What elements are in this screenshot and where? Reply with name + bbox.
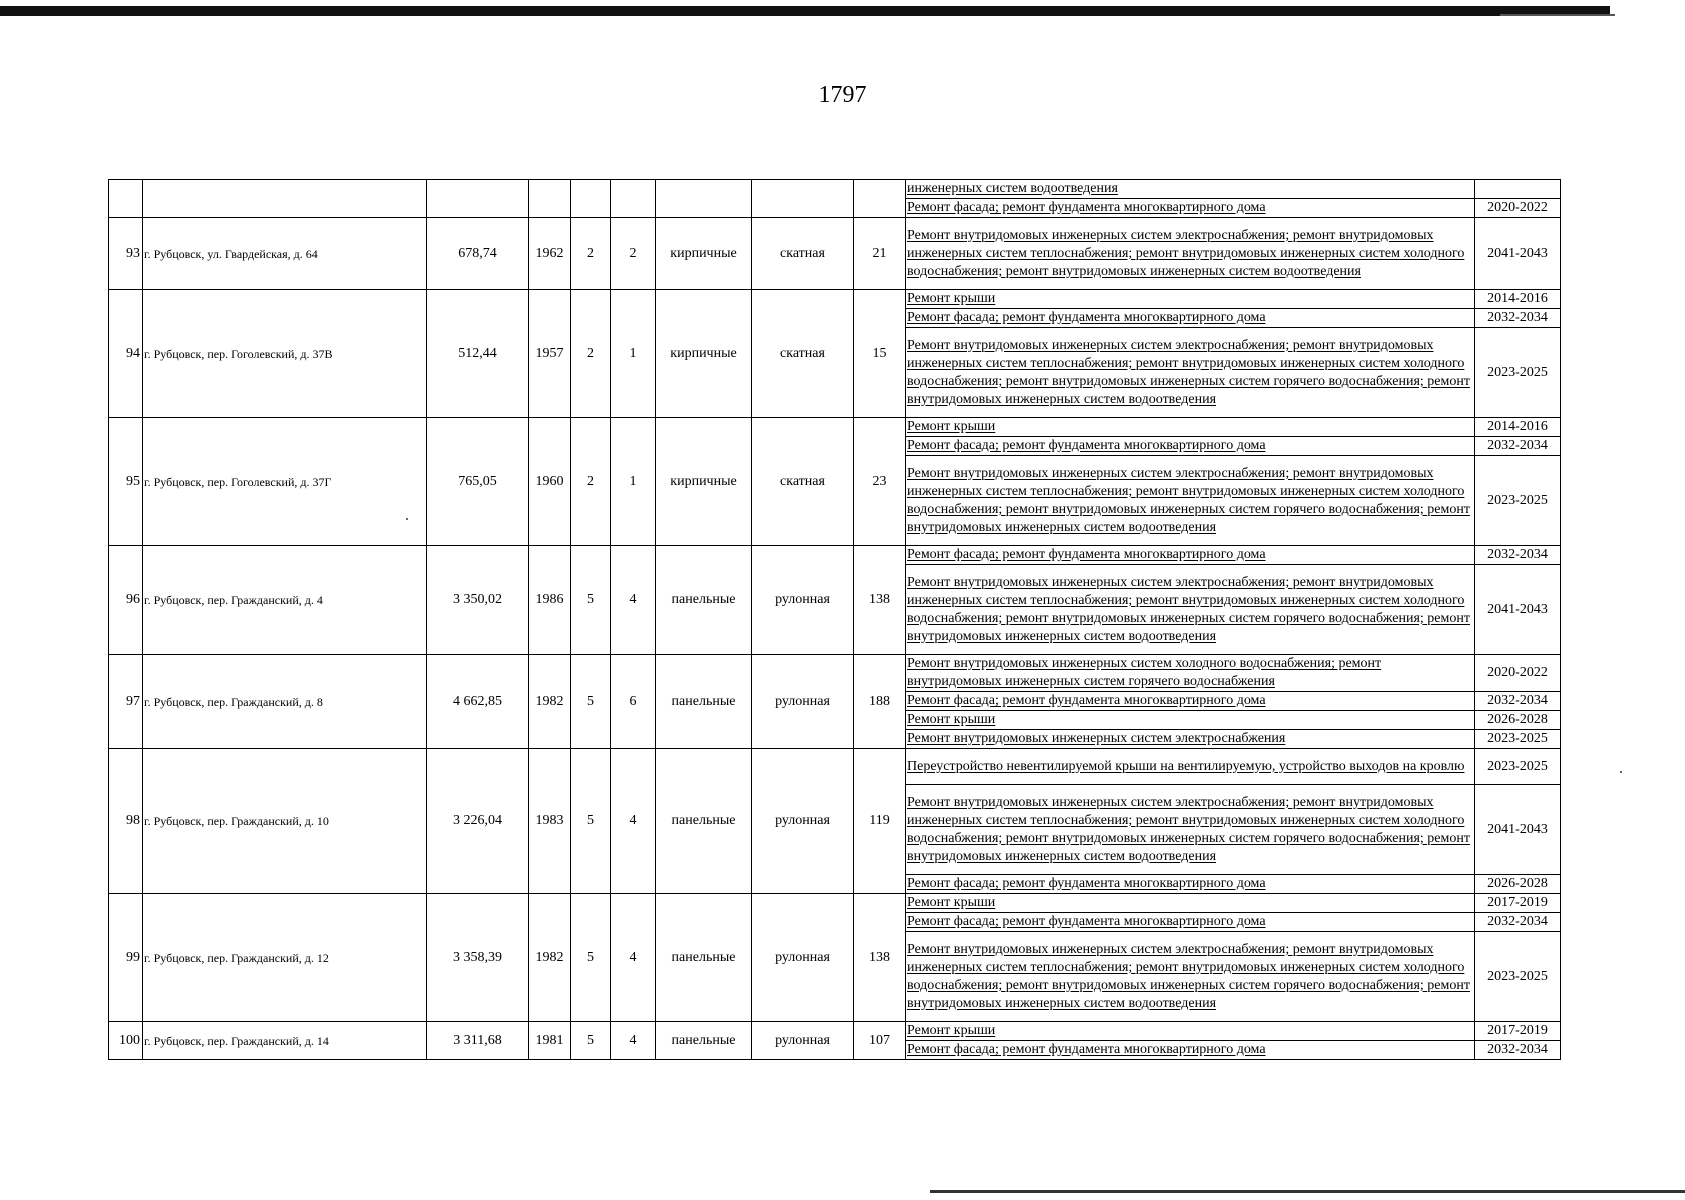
- work-period: 2032-2034: [1475, 309, 1561, 328]
- work-period: 2023-2025: [1475, 932, 1561, 1022]
- floor-count: 5: [571, 546, 611, 655]
- table-row: [109, 894, 1561, 913]
- roof-type: рулонная: [752, 1022, 854, 1060]
- scan-speck: [406, 518, 408, 520]
- work-period: 2041-2043: [1475, 785, 1561, 875]
- commissioning-year: 1982: [529, 894, 571, 1022]
- row-number: 95: [109, 418, 143, 546]
- work-description: Ремонт внутридомовых инженерных систем холодного водоснабжения; ремонт внутридомовых инженерных систем горячего водоснабжения: [906, 655, 1475, 692]
- work-description: Ремонт крыши: [906, 894, 1475, 913]
- work-period: 2023-2025: [1475, 749, 1561, 785]
- table-row: [109, 418, 1561, 437]
- commissioning-year: 1982: [529, 655, 571, 749]
- commissioning-year: 1986: [529, 546, 571, 655]
- floor-count: 2: [571, 418, 611, 546]
- cell-empty-residents: [854, 180, 906, 218]
- work-description: Ремонт фасада; ремонт фундамента многоквартирного дома: [906, 913, 1475, 932]
- floor-count: 5: [571, 894, 611, 1022]
- wall-material: панельные: [656, 655, 752, 749]
- work-period: 2014-2016: [1475, 290, 1561, 309]
- work-period: 2032-2034: [1475, 546, 1561, 565]
- row-number: 99: [109, 894, 143, 1022]
- commissioning-year: 1960: [529, 418, 571, 546]
- roof-type: скатная: [752, 290, 854, 418]
- row-number: 93: [109, 218, 143, 290]
- table-row: [109, 218, 1561, 290]
- cell-empty-address: [143, 180, 427, 218]
- work-period: 2026-2028: [1475, 875, 1561, 894]
- scan-bottom-border: [930, 1190, 1685, 1193]
- resident-count: 138: [854, 894, 906, 1022]
- resident-count: 138: [854, 546, 906, 655]
- total-area: 3 226,04: [427, 749, 529, 894]
- house-address: г. Рубцовск, пер. Гражданский, д. 12: [143, 894, 427, 1022]
- work-period: 2020-2022: [1475, 199, 1561, 218]
- work-period: 2032-2034: [1475, 437, 1561, 456]
- wall-material: панельные: [656, 749, 752, 894]
- cell-empty-wall: [656, 180, 752, 218]
- entrance-count: 4: [611, 894, 656, 1022]
- row-number: 98: [109, 749, 143, 894]
- commissioning-year: 1981: [529, 1022, 571, 1060]
- wall-material: кирпичные: [656, 290, 752, 418]
- total-area: 765,05: [427, 418, 529, 546]
- resident-count: 21: [854, 218, 906, 290]
- cell-empty-roof: [752, 180, 854, 218]
- entrance-count: 4: [611, 749, 656, 894]
- work-period: 2014-2016: [1475, 418, 1561, 437]
- work-description: Ремонт фасада; ремонт фундамента многоквартирного дома: [906, 309, 1475, 328]
- work-period: 2023-2025: [1475, 456, 1561, 546]
- page-number: 1797: [818, 82, 867, 108]
- total-area: 678,74: [427, 218, 529, 290]
- commissioning-year: 1983: [529, 749, 571, 894]
- total-area: 4 662,85: [427, 655, 529, 749]
- wall-material: панельные: [656, 894, 752, 1022]
- work-period: 2032-2034: [1475, 1041, 1561, 1060]
- table-body: [109, 180, 1561, 1060]
- work-description: Ремонт крыши: [906, 711, 1475, 730]
- scan-top-border-tail: [1500, 14, 1615, 16]
- row-number: 96: [109, 546, 143, 655]
- work-period: 2032-2034: [1475, 692, 1561, 711]
- work-period: 2041-2043: [1475, 218, 1561, 290]
- roof-type: скатная: [752, 218, 854, 290]
- entrance-count: 4: [611, 1022, 656, 1060]
- house-address: г. Рубцовск, пер. Гоголевский, д. 37Г: [143, 418, 427, 546]
- work-description: Ремонт внутридомовых инженерных систем электроснабжения; ремонт внутридомовых инженерных систем теплоснабжения; ремонт внутридомовых инженерных систем холодного водоснабжения; ремонт внутридомовых инженерных систем водоотведения: [906, 218, 1475, 290]
- work-description: Ремонт фасада; ремонт фундамента многоквартирного дома: [906, 437, 1475, 456]
- house-address: г. Рубцовск, ул. Гвардейская, д. 64: [143, 218, 427, 290]
- entrance-count: 2: [611, 218, 656, 290]
- work-period: 2026-2028: [1475, 711, 1561, 730]
- work-description: Ремонт внутридомовых инженерных систем электроснабжения; ремонт внутридомовых инженерных систем теплоснабжения; ремонт внутридомовых инженерных систем холодного водоснабжения; ремонт внутридомовых инженерных систем горячего водоснабжения; ремонт внутридомовых инженерных систем водоотведения: [906, 932, 1475, 1022]
- work-period: 2023-2025: [1475, 730, 1561, 749]
- roof-type: рулонная: [752, 894, 854, 1022]
- work-description: Ремонт внутридомовых инженерных систем электроснабжения: [906, 730, 1475, 749]
- work-description: Ремонт фасада; ремонт фундамента многоквартирного дома: [906, 692, 1475, 711]
- roof-type: скатная: [752, 418, 854, 546]
- house-address: г. Рубцовск, пер. Гражданский, д. 8: [143, 655, 427, 749]
- house-address: г. Рубцовск, пер. Гражданский, д. 10: [143, 749, 427, 894]
- resident-count: 23: [854, 418, 906, 546]
- cell-empty-area: [427, 180, 529, 218]
- wall-material: кирпичные: [656, 418, 752, 546]
- entrance-count: 1: [611, 418, 656, 546]
- roof-type: рулонная: [752, 655, 854, 749]
- total-area: 3 350,02: [427, 546, 529, 655]
- floor-count: 5: [571, 655, 611, 749]
- work-description: Ремонт фасада; ремонт фундамента многоквартирного дома: [906, 1041, 1475, 1060]
- table-row: [109, 655, 1561, 692]
- roof-type: рулонная: [752, 749, 854, 894]
- table-row: [109, 749, 1561, 785]
- wall-material: панельные: [656, 546, 752, 655]
- table-row: [109, 1022, 1561, 1041]
- cell-empty-year: [529, 180, 571, 218]
- work-period: [1475, 180, 1561, 199]
- resident-count: 107: [854, 1022, 906, 1060]
- work-description: Ремонт внутридомовых инженерных систем электроснабжения; ремонт внутридомовых инженерных систем теплоснабжения; ремонт внутридомовых инженерных систем холодного водоснабжения; ремонт внутридомовых инженерных систем горячего водоснабжения; ремонт внутридомовых инженерных систем водоотведения: [906, 785, 1475, 875]
- work-description: Ремонт внутридомовых инженерных систем электроснабжения; ремонт внутридомовых инженерных систем теплоснабжения; ремонт внутридомовых инженерных систем холодного водоснабжения; ремонт внутридомовых инженерных систем горячего водоснабжения; ремонт внутридомовых инженерных систем водоотведения: [906, 328, 1475, 418]
- work-description: Ремонт фасада; ремонт фундамента многоквартирного дома: [906, 546, 1475, 565]
- work-description: Ремонт крыши: [906, 1022, 1475, 1041]
- cell-empty-entrances: [611, 180, 656, 218]
- work-description: Переустройство невентилируемой крыши на вентилируемую, устройство выходов на кровлю: [906, 749, 1475, 785]
- floor-count: 5: [571, 749, 611, 894]
- work-period: 2023-2025: [1475, 328, 1561, 418]
- floor-count: 2: [571, 218, 611, 290]
- entrance-count: 1: [611, 290, 656, 418]
- work-period: 2017-2019: [1475, 1022, 1561, 1041]
- resident-count: 119: [854, 749, 906, 894]
- work-description: инженерных систем водоотведения: [906, 180, 1475, 199]
- house-address: г. Рубцовск, пер. Гражданский, д. 14: [143, 1022, 427, 1060]
- work-description: Ремонт внутридомовых инженерных систем электроснабжения; ремонт внутридомовых инженерных систем теплоснабжения; ремонт внутридомовых инженерных систем холодного водоснабжения; ремонт внутридомовых инженерных систем горячего водоснабжения; ремонт внутридомовых инженерных систем водоотведения: [906, 565, 1475, 655]
- entrance-count: 6: [611, 655, 656, 749]
- commissioning-year: 1957: [529, 290, 571, 418]
- house-address: г. Рубцовск, пер. Гражданский, д. 4: [143, 546, 427, 655]
- work-description: Ремонт фасада; ремонт фундамента многоквартирного дома: [906, 199, 1475, 218]
- total-area: 512,44: [427, 290, 529, 418]
- scan-top-border: [0, 6, 1610, 16]
- floor-count: 5: [571, 1022, 611, 1060]
- row-number: 100: [109, 1022, 143, 1060]
- cell-empty-num: [109, 180, 143, 218]
- roof-type: рулонная: [752, 546, 854, 655]
- total-area: 3 311,68: [427, 1022, 529, 1060]
- row-number: 97: [109, 655, 143, 749]
- commissioning-year: 1962: [529, 218, 571, 290]
- resident-count: 15: [854, 290, 906, 418]
- scan-speck: [1620, 771, 1622, 773]
- table-row: [109, 180, 1561, 199]
- work-description: Ремонт внутридомовых инженерных систем электроснабжения; ремонт внутридомовых инженерных систем теплоснабжения; ремонт внутридомовых инженерных систем холодного водоснабжения; ремонт внутридомовых инженерных систем горячего водоснабжения; ремонт внутридомовых инженерных систем водоотведения: [906, 456, 1475, 546]
- table-row: [109, 290, 1561, 309]
- work-description: Ремонт крыши: [906, 418, 1475, 437]
- table-row: [109, 546, 1561, 565]
- house-address: г. Рубцовск, пер. Гоголевский, д. 37В: [143, 290, 427, 418]
- wall-material: панельные: [656, 1022, 752, 1060]
- housing-repair-table: [108, 179, 1561, 1060]
- cell-empty-floors: [571, 180, 611, 218]
- work-period: 2041-2043: [1475, 565, 1561, 655]
- work-description: Ремонт крыши: [906, 290, 1475, 309]
- row-number: 94: [109, 290, 143, 418]
- resident-count: 188: [854, 655, 906, 749]
- work-period: 2020-2022: [1475, 655, 1561, 692]
- floor-count: 2: [571, 290, 611, 418]
- total-area: 3 358,39: [427, 894, 529, 1022]
- work-period: 2017-2019: [1475, 894, 1561, 913]
- work-description: Ремонт фасада; ремонт фундамента многоквартирного дома: [906, 875, 1475, 894]
- entrance-count: 4: [611, 546, 656, 655]
- wall-material: кирпичные: [656, 218, 752, 290]
- work-period: 2032-2034: [1475, 913, 1561, 932]
